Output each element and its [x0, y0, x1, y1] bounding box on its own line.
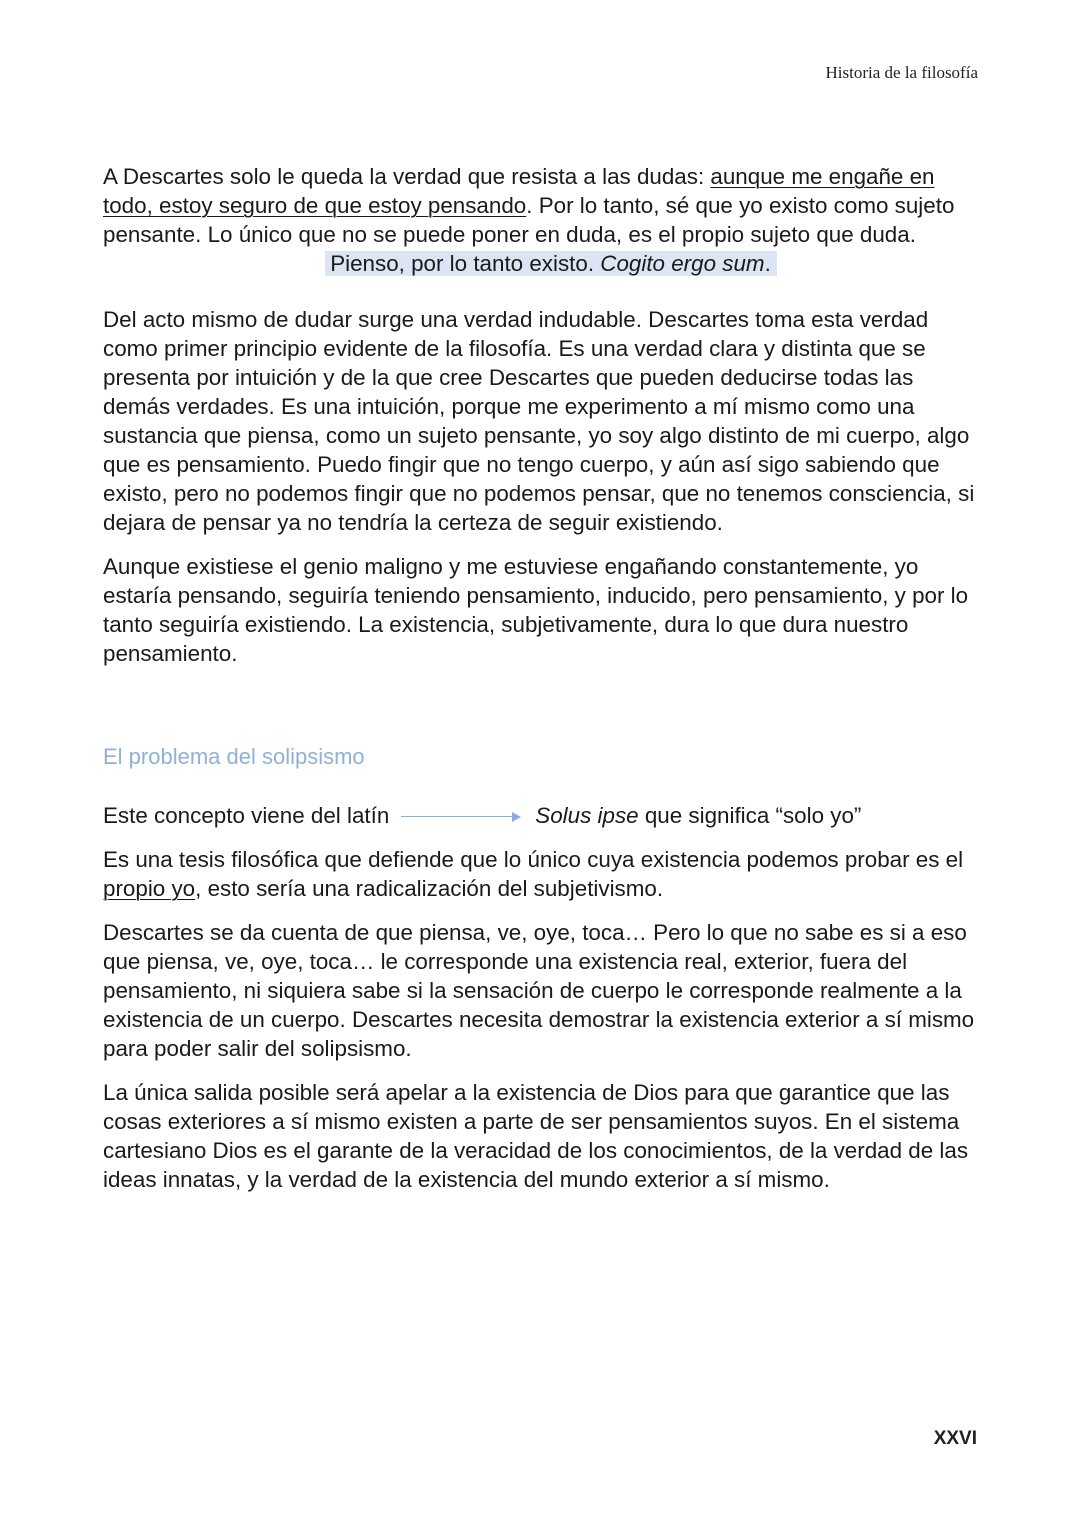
page-content: [103, 162, 983, 1194]
arrow-right-icon: [401, 816, 521, 818]
page-number: XXVI: [933, 1428, 977, 1449]
concept-meaning: que significa “solo yo”: [638, 803, 862, 828]
latin-phrase: Cogito ergo sum: [600, 251, 765, 276]
underlined-phrase: aunque me engañe en todo, estoy seguro de que estoy pensando: [103, 164, 935, 218]
latin-term: Solus ipse: [535, 803, 639, 828]
paragraph-sensations: Descartes se da cuenta de que piensa, ve, oye, toca… Pero lo que no sabe es si a eso que piensa, ve, oye, toca… le corresponde una existencia real, exterior, fuera del pensamiento, ni siquiera sabe si la sensación de cuerpo le corresponde realmente a la existencia de un cuerpo. Descartes necesita demostrar la existencia exterior a sí mismo para poder salir del solipsismo.: [103, 920, 975, 1061]
quote-highlight: Pienso, por lo tanto existo. Cogito ergo sum.: [325, 251, 777, 276]
paragraph-intuition: Del acto mismo de dudar surge una verdad indudable. Descartes toma esta verdad como primer principio evidente de la filosofía. Es una verdad clara y distinta que se presenta por intuición y de la que cree Descartes que pueden deducirse todas las demás verdades. Es una intuición, porque me experimento a mí mismo como una sustancia que piensa, como un sujeto pensante, yo soy algo distinto de mi cuerpo, algo que es pensamiento. Puedo fingir que no tengo cuerpo, y aún así sigo sabiendo que existo, pero no podemos fingir que no podemos pensar, que no tenemos consciencia, si dejara de pensar ya no tendría la certeza de seguir existiendo.: [103, 307, 975, 535]
section-heading: El problema del solipsismo: [103, 744, 365, 769]
paragraph-genio-maligno: Aunque existiese el genio maligno y me estuviese engañando constantemente, yo estaría pensando, seguiría teniendo pensamiento, inducido, pero pensamiento, y por lo tanto seguiría existiendo. La existencia, subjetivamente, dura lo que dura nuestro pensamiento.: [103, 554, 969, 666]
paragraph-dios: La única salida posible será apelar a la existencia de Dios para que garantice que las cosas exteriores a sí mismo existen a parte de ser pensamientos suyos. En el sistema cartesiano Dios es el garante de la veracidad de los conocimientos, de la verdad de las ideas innatas, y la verdad de la existencia del mundo exterior a sí mismo.: [103, 1080, 969, 1192]
concept-left: Este concepto viene del latín: [103, 803, 390, 828]
running-header: Historia de la filosofía: [825, 63, 978, 82]
intro-paragraph: A Descartes solo le queda la verdad que resista a las dudas: aunque me engañe en todo, estoy seguro de que estoy pensando. Por lo tanto, sé que yo existo como sujeto pensante. Lo único que no se puede poner en duda, es el propio sujeto que duda.: [103, 164, 955, 247]
definition-paragraph: Es una tesis filosófica que defiende que lo único cuya existencia podemos probar es el propio yo, esto sería una radicalización del subjetivismo.: [103, 847, 964, 901]
cogito-quote: [103, 249, 983, 278]
concept-row: [103, 801, 983, 830]
underlined-term: propio yo: [103, 876, 196, 901]
